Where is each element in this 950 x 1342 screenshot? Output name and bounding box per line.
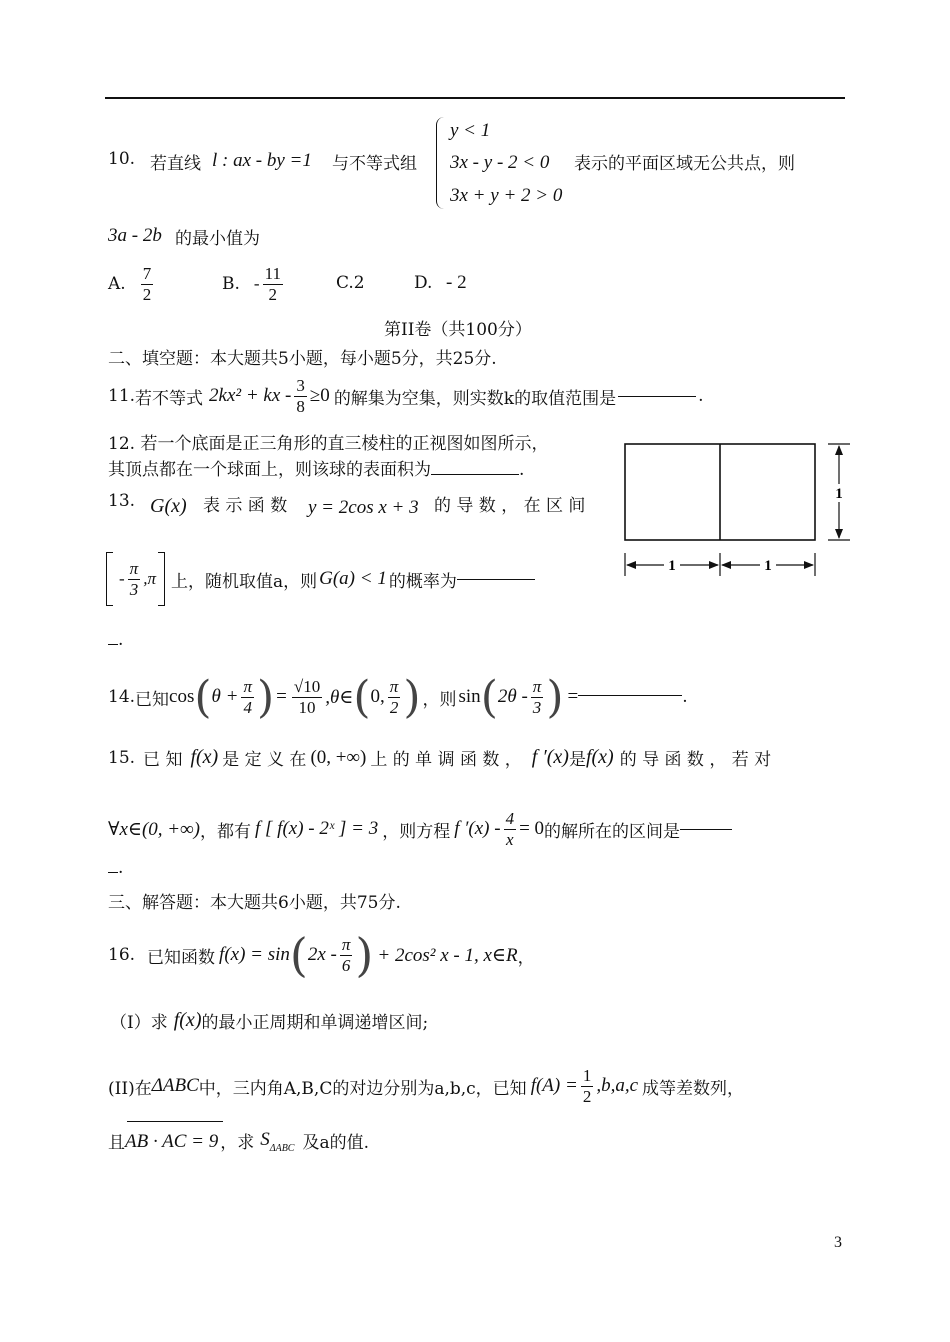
q10-option-a-fraction	[141, 264, 154, 304]
q15-line-2	[108, 802, 732, 856]
q15-text-2: 上 的 单 调 函 数 ，	[370, 750, 522, 770]
q16-p2-fa: f(A) =	[530, 1075, 578, 1096]
q10-option-a-den: 2	[142, 284, 152, 304]
q10-system-line-1: y < 1	[450, 120, 491, 141]
q16-p3-sub: ΔABC	[269, 1142, 295, 1154]
q11-answer-blank[interactable]	[618, 395, 696, 397]
q13-interval-end: ,π	[143, 569, 156, 588]
q10-option-b-den: 2	[268, 284, 278, 304]
q10-option-b	[222, 256, 286, 312]
q15-continuation	[108, 858, 123, 878]
q10-option-b-fraction	[263, 264, 283, 304]
q14-right-paren-1: )	[256, 671, 275, 723]
q11-frac-den: 8	[296, 396, 305, 416]
q14-pi-3: π	[532, 676, 542, 696]
q16-left-paren: (	[289, 928, 308, 982]
q14-pi-over-4	[241, 677, 254, 717]
page-number: 3	[834, 1234, 842, 1251]
q11-end: .	[698, 386, 704, 406]
q14-two: 2	[389, 697, 399, 717]
q14-pi-over-3	[531, 677, 544, 717]
q10-target-expr: 3a - 2b	[108, 225, 162, 246]
q14-end: .	[682, 687, 688, 707]
q11-expr-a: 2kx² + kx -	[209, 385, 292, 406]
q15-pre: 已 知	[143, 750, 183, 770]
q15-answer-blank-cont[interactable]	[108, 871, 118, 873]
q14-left-paren-1: (	[194, 671, 212, 723]
q13-text-2: 的 导 数 ， 在 区 间	[434, 496, 586, 516]
question-11	[108, 368, 704, 424]
q10-option-b-sign: -	[253, 274, 260, 293]
q13-cont-period: .	[118, 630, 124, 650]
q16-p2-text-2: 成等差数列，	[642, 1078, 744, 1099]
q14-theta-plus: θ +	[211, 686, 239, 707]
q11-pre: 若不等式	[135, 388, 204, 409]
q16-p3-s: S	[260, 1129, 270, 1150]
q13-answer-blank[interactable]	[457, 578, 535, 580]
q14-number: 14.	[108, 687, 136, 707]
q15-fpx: f ′(x)	[531, 746, 569, 768]
height-arrow-up	[835, 445, 843, 455]
q13-text-1: 表 示 函 数	[203, 496, 288, 516]
section-3-heading: 三、解答题：本大题共6小题，共75分.	[108, 893, 401, 913]
q15-text-1: 是 定 义 在	[222, 750, 307, 770]
q15-forall: ∀x∈(0, +∞)	[108, 818, 200, 840]
q15-text-6: ，则方程	[382, 821, 451, 842]
q14-three: 3	[532, 697, 542, 717]
q15-eq-pre: f ′(x) -	[454, 818, 501, 839]
q10-line-expr: l : ax - by =1	[212, 150, 312, 171]
q10-option-a	[108, 256, 156, 312]
q15-cont-period: .	[118, 858, 124, 878]
q13-interval-right-bracket	[158, 552, 165, 606]
q16-two-x: 2x -	[307, 944, 337, 965]
q14-zero: 0,	[370, 686, 385, 707]
figure-height-label: 1	[835, 486, 843, 502]
width-arrow-r2	[804, 561, 814, 569]
q16-p2-one: 1	[582, 1065, 592, 1085]
q14-sqrt10: √10	[293, 676, 321, 696]
q15-number: 15.	[108, 747, 136, 768]
q10-system-brace	[436, 117, 445, 209]
q12-line-2: 其顶点都在一个球面上，则该球的表面积为	[108, 460, 431, 480]
q15-fexpr: f [ f(x) - 2ˣ ] = 3	[255, 818, 379, 839]
q15-text-5: ，都有	[200, 821, 251, 842]
q10-post: 表示的平面区域无公共点，则	[574, 154, 795, 174]
q14-left-paren-3: (	[480, 671, 498, 723]
q14-pi-over-2	[388, 677, 401, 717]
q10-mid: 与不等式组	[332, 154, 417, 174]
q14-equals: =	[276, 686, 287, 707]
q13-g: G(x)	[150, 495, 187, 517]
q16-fx-eq: f(x) = sin	[219, 944, 290, 965]
q12-line-2-wrap	[108, 455, 524, 480]
q14-sqrt10-over-10	[292, 677, 322, 717]
q14-sin: sin	[458, 686, 481, 707]
q16-pi-over-6	[340, 935, 353, 975]
q10-system-line-2: 3x - y - 2 < 0	[450, 152, 550, 173]
q14-left-paren-2: (	[353, 671, 371, 723]
q15-fraction	[504, 809, 517, 849]
q14-right-paren-3: )	[546, 671, 564, 723]
q14-right-paren-2: )	[403, 671, 421, 723]
q11-number: 11.	[108, 386, 136, 406]
q10-option-a-num: 7	[142, 263, 152, 283]
section-2-heading: 二、填空题：本大题共5小题，每小题5分，共25分.	[108, 349, 497, 369]
q14-mid: ，则	[422, 689, 457, 710]
header-rule	[105, 97, 845, 99]
q16-end: ，	[517, 947, 535, 968]
q16-p1-text: 的最小正周期和单调递增区间;	[201, 1013, 429, 1033]
q14-pre: 已知	[135, 689, 170, 710]
q10-option-c: C.2	[336, 273, 365, 293]
q10-option-b-label: B.	[222, 274, 240, 294]
q14-two-theta: 2θ -	[497, 686, 528, 707]
figure-right-label: 1	[764, 558, 772, 574]
q16-number: 16.	[108, 945, 136, 965]
q13-condition: G(a) < 1	[319, 568, 387, 589]
q13-continuation	[108, 630, 123, 650]
q15-eq-post: = 0	[519, 818, 545, 839]
q15-text-7: 的解所在的区间是	[544, 821, 681, 842]
q16-pre: 已知函数	[147, 947, 216, 968]
q13-interval-fraction	[128, 559, 141, 599]
q10-target-text: 的最小值为	[175, 229, 260, 249]
q12-line-1: 12. 若一个底面是正三角形的直三棱柱的正视图如图所示，	[108, 434, 549, 454]
width-arrow-l2	[709, 561, 719, 569]
front-view-figure	[620, 438, 852, 580]
q13-interval-sign: -	[119, 569, 125, 588]
q12-answer-blank[interactable]	[431, 473, 519, 475]
q14-four: 4	[243, 697, 252, 717]
q16-p2-text: 中，三内角A,B,C的对边分别为a,b,c，已知	[198, 1078, 527, 1099]
q13-y: y = 2cos x + 3	[308, 497, 419, 518]
figure-left-label: 1	[668, 558, 676, 574]
q16-rest: + 2cos² x - 1, x∈R	[377, 944, 518, 966]
q10-number: 10.	[108, 149, 136, 169]
q13-line-2	[106, 550, 535, 608]
q14-equals-2: =	[567, 686, 579, 707]
q11-post: 的解集为空集，则实数k的取值范围是	[333, 388, 617, 409]
q13-text-4: 的概率为	[388, 571, 457, 592]
q14-answer-blank[interactable]	[578, 694, 682, 696]
width-arrow-l1	[626, 561, 636, 569]
q13-interval-left-bracket	[106, 552, 113, 606]
q14-pi-1: π	[243, 676, 252, 696]
q16-p3-vector-arrows	[127, 1121, 223, 1130]
q16-p1-label: （I）求	[110, 1013, 168, 1033]
q16-right-paren: )	[355, 928, 374, 982]
q13-answer-blank-cont[interactable]	[108, 643, 118, 645]
q15-text-4: 的 导 函 数 ， 若 对	[619, 750, 772, 770]
q11-expr-b: ≥0	[309, 385, 330, 406]
q16-p3-vector-wrap	[125, 1127, 218, 1153]
q16-part-2	[108, 1058, 744, 1114]
q14-ten: 10	[298, 697, 316, 717]
q15-line-1	[108, 745, 771, 770]
q16-p3-text: ，求	[220, 1132, 255, 1153]
q10-system-line-3: 3x + y + 2 > 0	[450, 185, 563, 206]
q16-line-1	[108, 926, 535, 984]
q11-frac-num: 3	[296, 375, 305, 395]
q13-interval-num: π	[129, 558, 139, 578]
q16-p2-label: (II)在	[108, 1078, 152, 1099]
q15-interval: (0, +∞)	[310, 746, 367, 768]
q15-fx: f(x)	[190, 746, 219, 768]
q13-interval-den: 3	[129, 579, 139, 599]
q16-p2-half	[581, 1066, 594, 1106]
q10-option-a-label: A.	[108, 274, 126, 294]
q10-option-d-label: D.	[414, 273, 433, 293]
q15-frac-den: x	[506, 829, 514, 849]
q15-frac-num: 4	[505, 808, 515, 828]
q10-option-b-num: 11	[264, 263, 281, 283]
q13-text-3: 上，随机取值a，则	[170, 571, 318, 592]
question-14	[108, 666, 688, 728]
q16-p3-pre: 且	[108, 1132, 125, 1153]
q16-six: 6	[341, 955, 351, 975]
q14-cos: cos	[169, 686, 195, 707]
q10-option-d-value: - 2	[446, 272, 467, 293]
height-arrow-down	[835, 529, 843, 539]
q15-fx-2: f(x)	[585, 746, 614, 768]
width-arrow-r1	[721, 561, 731, 569]
q16-part-3	[108, 1120, 369, 1160]
q11-fraction	[294, 376, 307, 416]
q16-p3-text-2: 及a的值.	[302, 1132, 370, 1153]
q16-p2-two: 2	[582, 1086, 592, 1106]
q16-p3-vector-expr: AB · AC = 9	[125, 1131, 219, 1152]
q14-pi-2: π	[389, 676, 399, 696]
q16-p2-seq: ,b,a,c	[596, 1075, 638, 1096]
q16-p1-fx: f(x)	[173, 1009, 202, 1031]
q16-part-1	[110, 1008, 428, 1033]
q10-pre: 若直线	[150, 154, 201, 174]
q15-answer-blank[interactable]	[680, 828, 732, 830]
volume-2-title: 第II卷（共100分）	[384, 320, 532, 340]
q16-pi: π	[341, 934, 351, 954]
q16-p2-triangle: ΔABC	[151, 1075, 199, 1096]
q13-number: 13.	[108, 491, 136, 511]
q15-text-3: 是	[568, 750, 586, 770]
q12-end: .	[519, 460, 525, 480]
q14-theta-in: ,θ∈	[325, 686, 354, 708]
